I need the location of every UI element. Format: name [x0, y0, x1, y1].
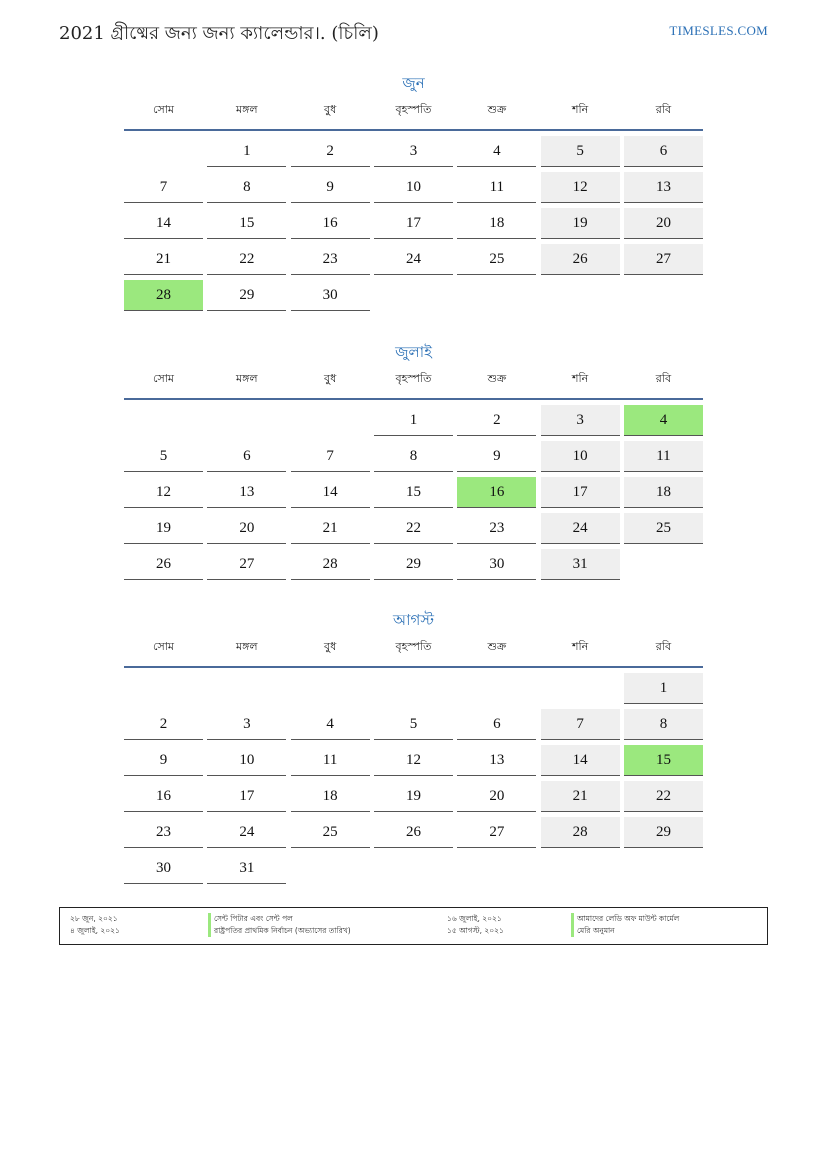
day-cell: 23	[457, 513, 536, 544]
day-cell: 7	[124, 172, 203, 203]
day-cell: 20	[624, 208, 703, 239]
legend-date: ২৮ জুন, ২০২১	[70, 914, 118, 923]
day-cell: 6	[207, 441, 286, 472]
day-cell: 8	[374, 441, 453, 472]
day-cell: 11	[291, 745, 370, 776]
legend-holiday-name: আমাদের লেডি অফ মাউন্ট কার্মেল	[571, 913, 679, 925]
weekday-label: সোম	[152, 640, 175, 653]
day-cell: 10	[541, 441, 620, 472]
empty-day-cell	[457, 280, 536, 311]
day-cell: 16	[457, 477, 536, 508]
day-cell: 19	[541, 208, 620, 239]
day-cell: 19	[124, 513, 203, 544]
weekday-label: বুধ	[324, 372, 337, 385]
week-row	[124, 436, 703, 472]
holiday-legend	[59, 907, 768, 945]
day-cell: 3	[207, 709, 286, 740]
day-cell: 6	[457, 709, 536, 740]
day-cell: 1	[624, 673, 703, 704]
day-cell: 29	[207, 280, 286, 311]
empty-day-cell	[124, 136, 203, 167]
empty-day-cell	[207, 673, 286, 704]
week-row	[124, 275, 703, 311]
day-cell: 9	[124, 745, 203, 776]
day-cell: 2	[124, 709, 203, 740]
day-cell: 25	[291, 817, 370, 848]
day-cell: 22	[207, 244, 286, 275]
week-row	[124, 740, 703, 776]
legend-holiday-name: সেন্ট পিটার এবং সেন্ট পল	[208, 913, 351, 925]
day-cell: 23	[291, 244, 370, 275]
day-cell: 26	[124, 549, 203, 580]
day-cell: 16	[291, 208, 370, 239]
day-cell: 26	[541, 244, 620, 275]
day-cell: 29	[374, 549, 453, 580]
day-cell: 11	[457, 172, 536, 203]
weekday-label: শুক্র	[487, 103, 507, 116]
day-cell: 2	[291, 136, 370, 167]
empty-day-cell	[291, 673, 370, 704]
day-cell: 1	[207, 136, 286, 167]
empty-day-cell	[374, 853, 453, 884]
weekday-label: বৃহস্পতি	[395, 103, 432, 116]
day-cell: 28	[291, 549, 370, 580]
week-row	[124, 704, 703, 740]
weekday-label: শনি	[572, 372, 589, 385]
day-cell: 4	[457, 136, 536, 167]
day-cell: 15	[207, 208, 286, 239]
day-cell: 7	[541, 709, 620, 740]
legend-holiday-name: রাষ্ট্রপতির প্রাথমিক নির্বাচন (অভ্যাসের তারিখ)	[208, 925, 351, 937]
day-cell: 22	[374, 513, 453, 544]
day-cell: 16	[124, 781, 203, 812]
weekday-label: সোম	[152, 372, 175, 385]
empty-day-cell	[457, 853, 536, 884]
day-cell: 26	[374, 817, 453, 848]
weekday-label: শুক্র	[487, 372, 507, 385]
month-block	[124, 70, 703, 311]
month-block	[124, 339, 703, 580]
day-cell: 8	[624, 709, 703, 740]
day-cell: 27	[624, 244, 703, 275]
day-cell: 9	[457, 441, 536, 472]
week-row	[124, 848, 703, 884]
weekday-label: বৃহস্পতি	[395, 372, 432, 385]
day-cell: 17	[374, 208, 453, 239]
empty-day-cell	[207, 405, 286, 436]
day-cell: 4	[291, 709, 370, 740]
weekday-label: মঙ্গল	[236, 372, 258, 385]
empty-day-cell	[374, 280, 453, 311]
day-cell: 30	[291, 280, 370, 311]
week-row	[124, 239, 703, 275]
day-cell: 23	[124, 817, 203, 848]
week-row	[124, 472, 703, 508]
day-cell: 15	[624, 745, 703, 776]
empty-day-cell	[541, 853, 620, 884]
day-cell: 10	[207, 745, 286, 776]
day-cell: 31	[541, 549, 620, 580]
day-cell: 30	[124, 853, 203, 884]
legend-date: ৪ জুলাই, ২০২১	[70, 926, 120, 935]
legend-holiday-name: মেরি অনুমান	[571, 925, 679, 937]
week-row	[124, 203, 703, 239]
weekday-label: সোম	[152, 103, 175, 116]
week-row	[124, 508, 703, 544]
day-cell: 30	[457, 549, 536, 580]
legend-names-left	[208, 913, 351, 937]
day-cell: 17	[541, 477, 620, 508]
empty-day-cell	[374, 673, 453, 704]
day-cell: 21	[541, 781, 620, 812]
empty-day-cell	[624, 280, 703, 311]
day-cell: 22	[624, 781, 703, 812]
day-cell: 8	[207, 172, 286, 203]
day-cell: 24	[374, 244, 453, 275]
site-link[interactable]: TIMESLES.COM	[669, 23, 768, 38]
day-cell: 5	[124, 441, 203, 472]
day-cell: 21	[124, 244, 203, 275]
weekday-label: রবি	[655, 103, 672, 116]
weekday-label: বৃহস্পতি	[395, 640, 432, 653]
week-row	[124, 812, 703, 848]
day-cell: 14	[124, 208, 203, 239]
day-cell: 28	[541, 817, 620, 848]
week-row	[124, 131, 703, 167]
empty-day-cell	[624, 549, 703, 580]
weekday-label: বুধ	[324, 103, 337, 116]
day-cell: 25	[457, 244, 536, 275]
month-name: আগস্ট	[393, 611, 434, 629]
day-cell: 20	[457, 781, 536, 812]
week-row	[124, 167, 703, 203]
weekday-label: রবি	[655, 372, 672, 385]
day-cell: 18	[624, 477, 703, 508]
day-cell: 9	[291, 172, 370, 203]
month-name: জুন	[402, 74, 425, 92]
day-cell: 1	[374, 405, 453, 436]
day-cell: 12	[541, 172, 620, 203]
day-cell: 10	[374, 172, 453, 203]
day-cell: 31	[207, 853, 286, 884]
weekday-label: মঙ্গল	[236, 640, 258, 653]
day-cell: 13	[624, 172, 703, 203]
week-row	[124, 668, 703, 704]
weekday-label: শনি	[572, 640, 589, 653]
weekday-label: রবি	[655, 640, 672, 653]
weekday-header-row	[124, 96, 703, 131]
weekday-header-row	[124, 633, 703, 668]
empty-day-cell	[124, 673, 203, 704]
day-cell: 29	[624, 817, 703, 848]
day-cell: 24	[207, 817, 286, 848]
day-cell: 24	[541, 513, 620, 544]
day-cell: 18	[457, 208, 536, 239]
day-cell: 25	[624, 513, 703, 544]
week-row	[124, 544, 703, 580]
empty-day-cell	[124, 405, 203, 436]
day-cell: 14	[291, 477, 370, 508]
empty-day-cell	[291, 853, 370, 884]
week-row	[124, 776, 703, 812]
legend-dates-left	[70, 913, 120, 937]
weekday-label: শুক্র	[487, 640, 507, 653]
day-cell: 19	[374, 781, 453, 812]
day-cell: 28	[124, 280, 203, 311]
empty-day-cell	[624, 853, 703, 884]
empty-day-cell	[291, 405, 370, 436]
legend-dates-right	[447, 913, 504, 937]
legend-date: ১৬ জুলাই, ২০২১	[447, 914, 502, 923]
day-cell: 12	[374, 745, 453, 776]
weekday-header-row	[124, 365, 703, 400]
empty-day-cell	[457, 673, 536, 704]
day-cell: 27	[207, 549, 286, 580]
day-cell: 14	[541, 745, 620, 776]
day-cell: 21	[291, 513, 370, 544]
day-cell: 7	[291, 441, 370, 472]
day-cell: 18	[291, 781, 370, 812]
page-title: 2021 গ্রীষ্মের জন্য জন্য ক্যালেন্ডার।. (চিলি)	[59, 23, 379, 44]
day-cell: 6	[624, 136, 703, 167]
weekday-label: বুধ	[324, 640, 337, 653]
day-cell: 12	[124, 477, 203, 508]
week-row	[124, 400, 703, 436]
day-cell: 13	[457, 745, 536, 776]
day-cell: 3	[374, 136, 453, 167]
day-cell: 20	[207, 513, 286, 544]
empty-day-cell	[541, 673, 620, 704]
weekday-label: মঙ্গল	[236, 103, 258, 116]
legend-date: ১৫ আগস্ট, ২০২১	[447, 926, 504, 935]
weekday-label: শনি	[572, 103, 589, 116]
empty-day-cell	[541, 280, 620, 311]
day-cell: 3	[541, 405, 620, 436]
day-cell: 5	[541, 136, 620, 167]
day-cell: 15	[374, 477, 453, 508]
month-name: জুলাই	[395, 343, 432, 361]
day-cell: 13	[207, 477, 286, 508]
day-cell: 2	[457, 405, 536, 436]
legend-names-right	[571, 913, 679, 937]
month-block	[124, 607, 703, 884]
day-cell: 17	[207, 781, 286, 812]
day-cell: 4	[624, 405, 703, 436]
day-cell: 5	[374, 709, 453, 740]
day-cell: 27	[457, 817, 536, 848]
day-cell: 11	[624, 441, 703, 472]
